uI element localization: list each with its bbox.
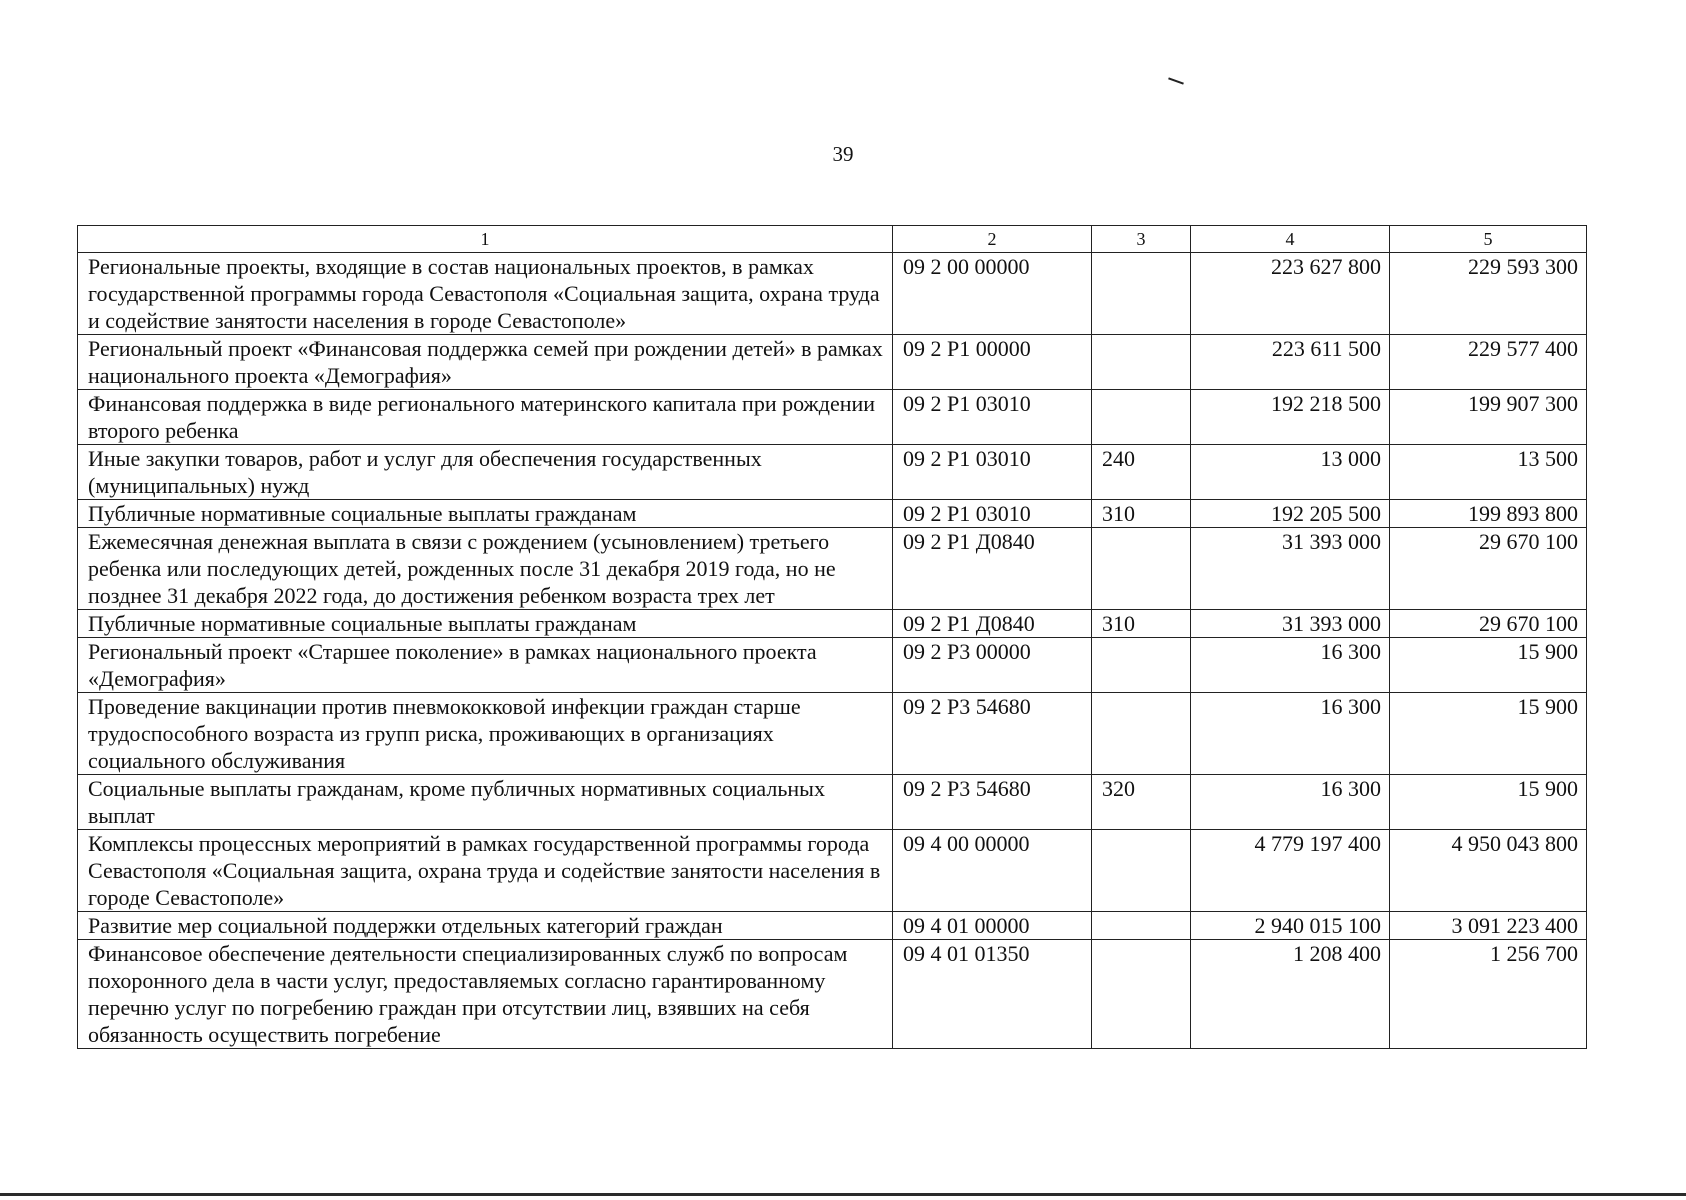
cell-expense-type [1092, 940, 1191, 1049]
cell-amount-1: 16 300 [1191, 775, 1390, 830]
header-col-5: 5 [1390, 226, 1587, 253]
cell-code: 09 4 01 00000 [893, 912, 1092, 940]
cell-code: 09 2 P1 00000 [893, 335, 1092, 390]
cell-amount-2: 29 670 100 [1390, 528, 1587, 610]
table-row [78, 830, 1587, 912]
cell-name: Публичные нормативные социальные выплаты гражданам [78, 500, 893, 528]
cell-name: Проведение вакцинации против пневмококковой инфекции граждан старше трудоспособного возраста из групп риска, проживающих в организациях социального обслуживания [78, 693, 893, 775]
cell-amount-2: 4 950 043 800 [1390, 830, 1587, 912]
header-col-1: 1 [78, 226, 893, 253]
cell-name: Комплексы процессных мероприятий в рамках государственной программы города Севастополя «Социальная защита, охрана труда и содействие занятости населения в городе Севастополе» [78, 830, 893, 912]
cell-code: 09 2 00 00000 [893, 253, 1092, 335]
cell-code: 09 2 P1 03010 [893, 500, 1092, 528]
cell-amount-1: 223 611 500 [1191, 335, 1390, 390]
cell-expense-type: 320 [1092, 775, 1191, 830]
cell-expense-type [1092, 638, 1191, 693]
cell-amount-2: 29 670 100 [1390, 610, 1587, 638]
cell-amount-2: 15 900 [1390, 638, 1587, 693]
cell-code: 09 2 P1 Д0840 [893, 528, 1092, 610]
cell-amount-2: 229 593 300 [1390, 253, 1587, 335]
cell-amount-1: 1 208 400 [1191, 940, 1390, 1049]
header-col-3: 3 [1092, 226, 1191, 253]
header-row [78, 226, 1587, 253]
cell-amount-1: 2 940 015 100 [1191, 912, 1390, 940]
table-row [78, 638, 1587, 693]
scan-mark [1168, 77, 1184, 84]
table-row [78, 775, 1587, 830]
cell-code: 09 2 P3 54680 [893, 775, 1092, 830]
cell-expense-type [1092, 693, 1191, 775]
table-row [78, 390, 1587, 445]
cell-amount-2: 229 577 400 [1390, 335, 1587, 390]
cell-amount-2: 15 900 [1390, 775, 1587, 830]
table-row [78, 253, 1587, 335]
scan-border-line [0, 1193, 1686, 1196]
table-body [78, 253, 1587, 1049]
cell-amount-2: 199 893 800 [1390, 500, 1587, 528]
table-row [78, 912, 1587, 940]
cell-expense-type [1092, 830, 1191, 912]
cell-name: Публичные нормативные социальные выплаты гражданам [78, 610, 893, 638]
budget-table [77, 225, 1587, 1049]
cell-amount-1: 31 393 000 [1191, 528, 1390, 610]
header-col-4: 4 [1191, 226, 1390, 253]
cell-name: Региональные проекты, входящие в состав национальных проектов, в рамках государственной программы города Севастополя «Социальная защита, охрана труда и содействие занятости населения в городе Севастополе» [78, 253, 893, 335]
cell-code: 09 2 P3 00000 [893, 638, 1092, 693]
cell-amount-1: 31 393 000 [1191, 610, 1390, 638]
header-col-2: 2 [893, 226, 1092, 253]
cell-amount-2: 15 900 [1390, 693, 1587, 775]
table-row [78, 445, 1587, 500]
page-number: 39 [832, 142, 854, 166]
table-row [78, 610, 1587, 638]
cell-name: Социальные выплаты гражданам, кроме публичных нормативных социальных выплат [78, 775, 893, 830]
cell-expense-type [1092, 912, 1191, 940]
cell-amount-1: 13 000 [1191, 445, 1390, 500]
cell-code: 09 2 P1 03010 [893, 390, 1092, 445]
table-row [78, 528, 1587, 610]
cell-amount-1: 16 300 [1191, 693, 1390, 775]
cell-amount-2: 199 907 300 [1390, 390, 1587, 445]
table-row [78, 335, 1587, 390]
cell-amount-2: 13 500 [1390, 445, 1587, 500]
cell-expense-type [1092, 253, 1191, 335]
cell-expense-type: 240 [1092, 445, 1191, 500]
cell-expense-type [1092, 390, 1191, 445]
cell-name: Региональный проект «Финансовая поддержка семей при рождении детей» в рамках национального проекта «Демография» [78, 335, 893, 390]
table-row [78, 693, 1587, 775]
table-row [78, 500, 1587, 528]
cell-amount-1: 192 218 500 [1191, 390, 1390, 445]
cell-name: Финансовое обеспечение деятельности специализированных служб по вопросам похоронного дела в части услуг, предоставляемых согласно гарантированному перечню услуг по погребению граждан при отсутствии лиц, взявших на себя обязанность осуществить погребение [78, 940, 893, 1049]
cell-code: 09 2 P1 Д0840 [893, 610, 1092, 638]
cell-expense-type: 310 [1092, 500, 1191, 528]
cell-code: 09 4 01 01350 [893, 940, 1092, 1049]
cell-code: 09 2 P1 03010 [893, 445, 1092, 500]
table-row [78, 940, 1587, 1049]
cell-name: Иные закупки товаров, работ и услуг для обеспечения государственных (муниципальных) нужд [78, 445, 893, 500]
cell-amount-1: 192 205 500 [1191, 500, 1390, 528]
cell-amount-2: 3 091 223 400 [1390, 912, 1587, 940]
cell-amount-1: 4 779 197 400 [1191, 830, 1390, 912]
cell-expense-type: 310 [1092, 610, 1191, 638]
cell-name: Финансовая поддержка в виде регионального материнского капитала при рождении второго ребенка [78, 390, 893, 445]
cell-expense-type [1092, 335, 1191, 390]
cell-name: Региональный проект «Старшее поколение» в рамках национального проекта «Демография» [78, 638, 893, 693]
table-header [78, 226, 1587, 253]
cell-name: Развитие мер социальной поддержки отдельных категорий граждан [78, 912, 893, 940]
cell-code: 09 2 P3 54680 [893, 693, 1092, 775]
cell-code: 09 4 00 00000 [893, 830, 1092, 912]
cell-amount-1: 16 300 [1191, 638, 1390, 693]
cell-name: Ежемесячная денежная выплата в связи с рождением (усыновлением) третьего ребенка или последующих детей, рожденных после 31 декабря 2019 года, но не позднее 31 декабря 2022 года, до достижения ребенком возраста трех лет [78, 528, 893, 610]
cell-amount-2: 1 256 700 [1390, 940, 1587, 1049]
cell-amount-1: 223 627 800 [1191, 253, 1390, 335]
cell-expense-type [1092, 528, 1191, 610]
